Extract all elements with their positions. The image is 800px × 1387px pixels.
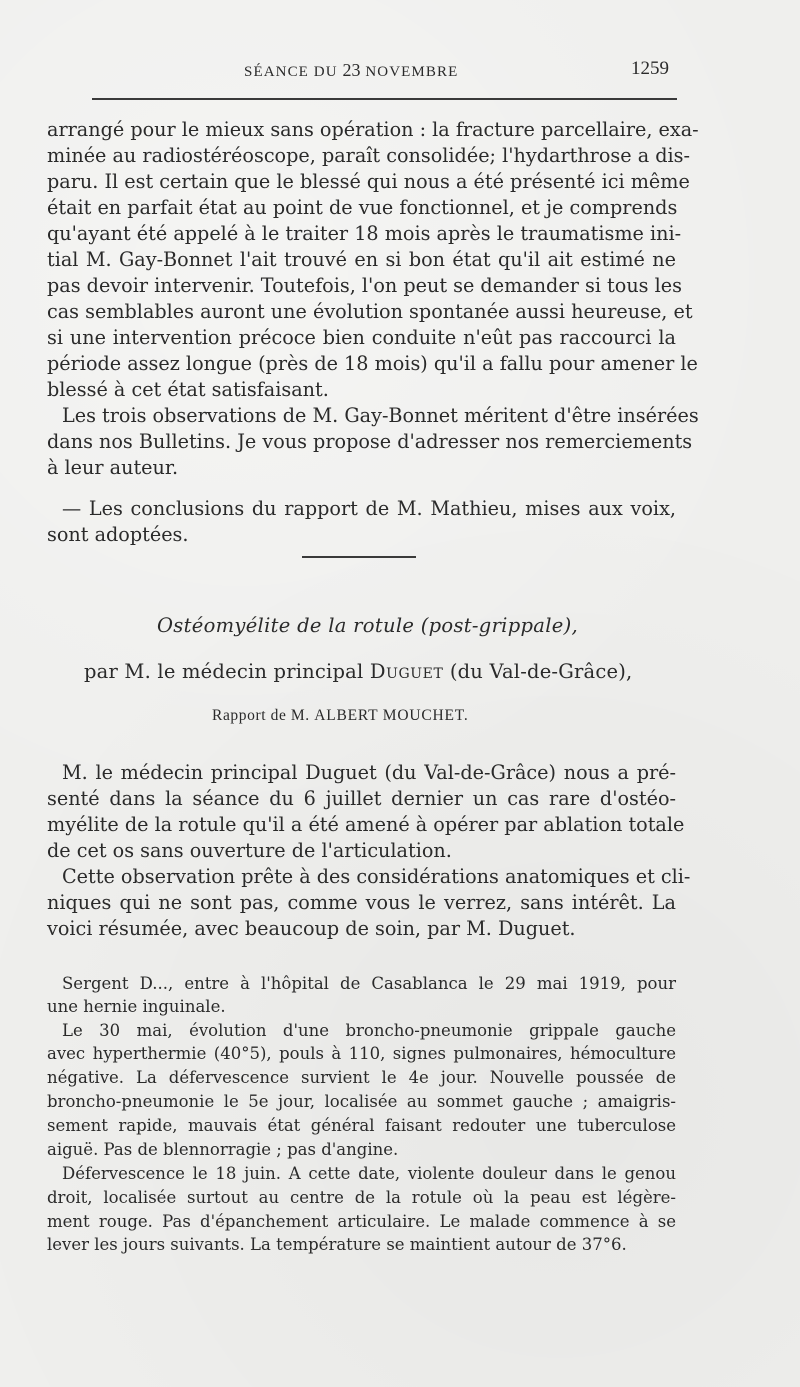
case-line: lever les jours suivants. La température se maintient autour de 37°6. [47,1235,627,1254]
author-name: Duguet [369,660,444,683]
text-line: voici résumée, avec beaucoup de soin, par M. Duguet. [47,917,576,940]
running-header-text: SÉANCE DU [244,64,343,80]
text-line: arrangé pour le mieux sans opération : la fracture parcellaire, exa- [47,118,699,141]
text-line: Les trois observations de M. Gay-Bonnet méritent d'être insérées [62,404,699,427]
header-rule [92,98,677,100]
byline-suffix: (du Val-de-Grâce), [443,660,633,683]
case-line: Le 30 mai, évolution d'une broncho-pneumonie grippale gauche [62,1021,676,1040]
rapporteur-name: ALBERT MOUCHET. [314,707,469,724]
text-line: minée au radiostéréoscope, paraît consolidée; l'hydarthrose a dis- [47,144,690,167]
case-line: ment rouge. Pas d'épanchement articulaire. Le malade commence à se [47,1212,676,1231]
running-header-month: NOVEMBRE [360,64,459,80]
text-line: période assez longue (près de 18 mois) qu'il a fallu pour amener le [47,352,698,375]
case-line: Défervescence le 18 juin. A cette date, violente douleur dans le genou [62,1164,676,1183]
running-header-day: 23 [342,60,361,80]
case-line: sement rapide, mauvais état général faisant redouter une tuberculose [47,1116,676,1135]
text-line: blessé à cet état satisfaisant. [47,378,329,401]
text-line: de cet os sans ouverture de l'articulation. [47,839,452,862]
text-line: Cette observation prête à des considérations anatomiques et cli- [62,865,691,888]
text-line: tial M. Gay-Bonnet l'ait trouvé en si bon état qu'il ait estimé ne [47,248,676,271]
case-line: Sergent D..., entre à l'hôpital de Casablanca le 29 mai 1919, pour [62,974,676,993]
page-number: 1259 [631,58,669,79]
conclusion-line: sont adoptées. [47,523,189,546]
byline-prefix: par M. le médecin principal [84,660,370,683]
text-line: pas devoir intervenir. Toutefois, l'on peut se demander si tous les [47,274,682,297]
text-line: si une intervention précoce bien conduite n'eût pas raccourci la [47,326,676,349]
text-line: dans nos Bulletins. Je vous propose d'adresser nos remerciements [47,430,693,453]
rapport-prefix: Rapport de M. [212,707,315,724]
text-line: était en parfait état au point de vue fonctionnel, et je comprends [47,196,678,219]
case-line: droit, localisée surtout au centre de la rotule où la peau est légère- [47,1188,676,1207]
case-line: avec hyperthermie (40°5), pouls à 110, signes pulmonaires, hémoculture [47,1044,676,1063]
case-line: aiguë. Pas de blennorragie ; pas d'angine. [47,1140,399,1159]
text-line: qu'ayant été appelé à le traiter 18 mois après le traumatisme ini- [47,222,682,245]
case-line: broncho-pneumonie le 5e jour, localisée au sommet gauche ; amaigris- [47,1092,676,1111]
text-line: M. le médecin principal Duguet (du Val-de-Grâce) nous a pré- [62,761,676,784]
text-line: myélite de la rotule qu'il a été amené à opérer par ablation totale [47,813,685,836]
text-line: senté dans la séance du 6 juillet dernier un cas rare d'ostéo- [47,787,676,810]
article-byline [84,660,632,683]
conclusion-line: — Les conclusions du rapport de M. Mathieu, mises aux voix, [62,497,676,520]
case-line: négative. La défervescence survient le 4e jour. Nouvelle poussée de [47,1068,676,1087]
text-line: à leur auteur. [47,456,179,479]
text-line: paru. Il est certain que le blessé qui nous a été présenté ici même [47,170,690,193]
article-title: Ostéomyélite de la rotule (post-grippale), [157,614,578,637]
running-header [244,60,484,81]
text-line: niques qui ne sont pas, comme vous le verrez, sans intérêt. La [47,891,676,914]
rapporteur [212,707,469,725]
text-line: cas semblables auront une évolution spontanée aussi heureuse, et [47,300,693,323]
case-line: une hernie inguinale. [47,997,226,1016]
section-divider [302,556,416,558]
